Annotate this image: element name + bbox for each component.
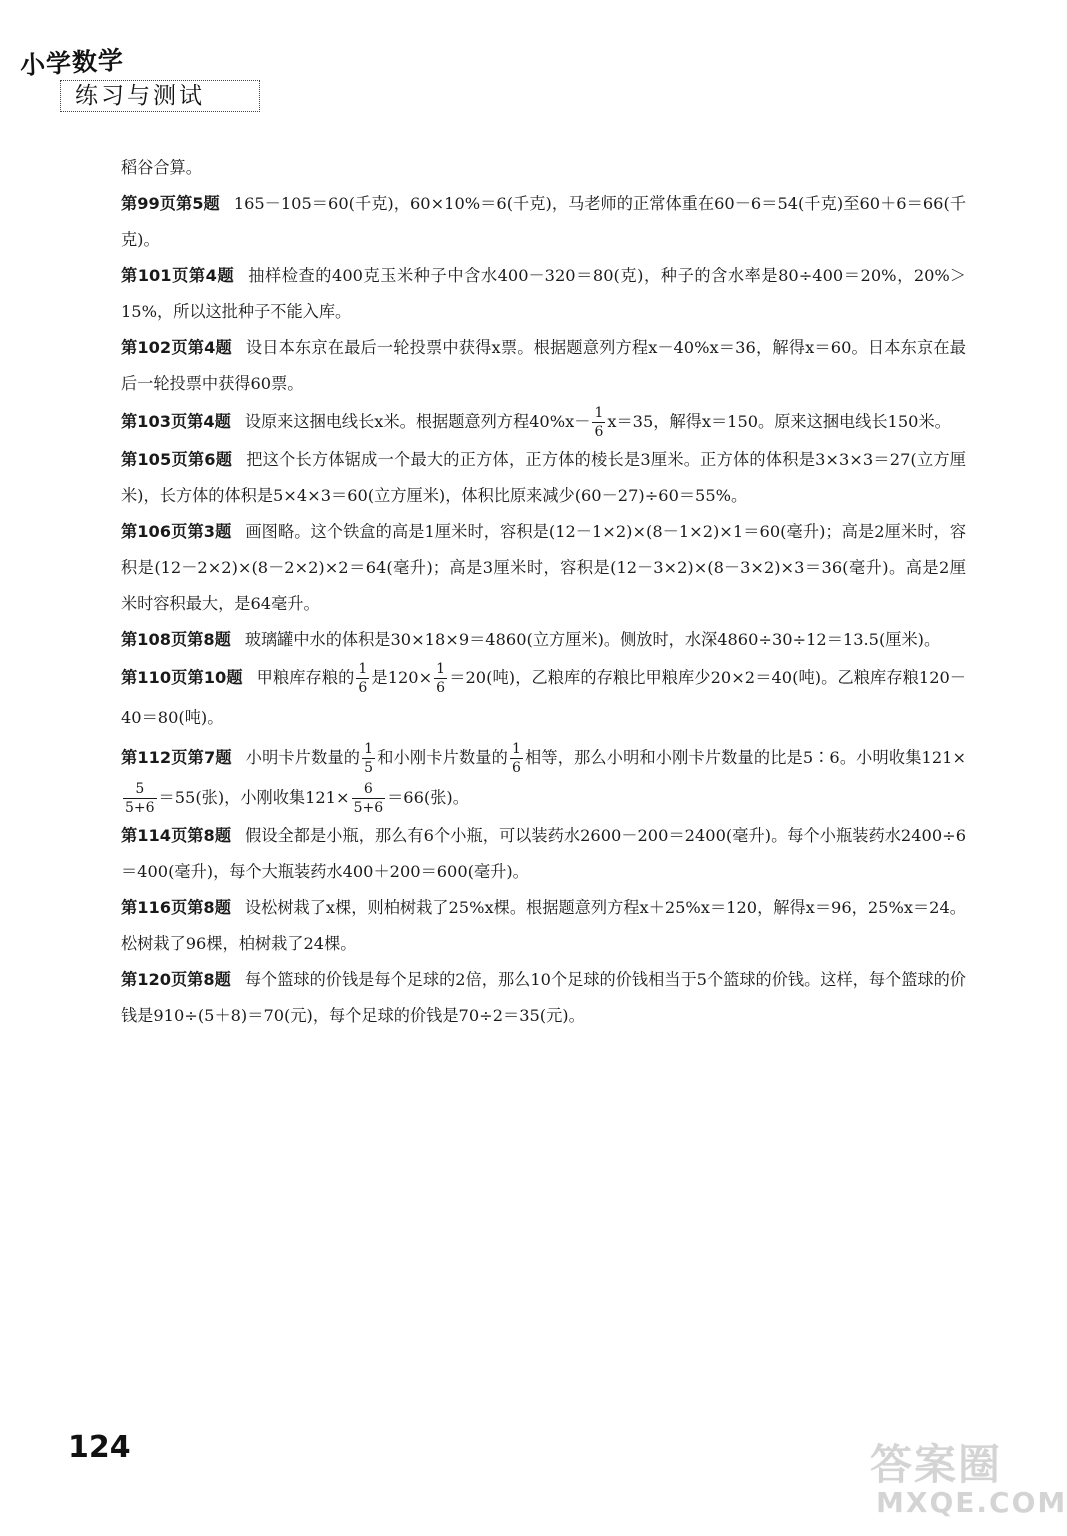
fraction-denominator: 5+6 <box>125 800 155 816</box>
fraction-numerator: 1 <box>594 405 604 421</box>
fraction-denominator: 6 <box>436 680 446 696</box>
answer-text: 甲粮库存粮的 <box>256 668 355 687</box>
fraction-denominator: 5+6 <box>353 800 384 816</box>
answer-text: 165－105＝60(千克)，60×10%＝6(千克)，马老师的正常体重在60－6＝54(千克)至60＋6＝66(千克)。 <box>121 194 967 249</box>
answer-text: ＝55(张)，小刚收集121× <box>158 788 350 807</box>
question-reference: 第99页第5题 <box>121 194 220 213</box>
answer-text: x＝35，解得x＝150。原来这捆电线长150米。 <box>607 412 951 431</box>
question-reference: 第102页第4题 <box>121 338 232 357</box>
answer-paragraph <box>121 738 966 818</box>
fraction <box>362 742 375 775</box>
answer-text: 抽样检查的400克玉米种子中含水400－320＝80(克)，种子的含水率是80÷400＝20%，20%＞15%，所以这批种子不能入库。 <box>121 266 966 321</box>
question-reference: 第114页第8题 <box>121 826 232 845</box>
question-reference: 第110页第10题 <box>121 668 243 687</box>
answer-text: 设松树栽了x棵，则柏树栽了25%x棵。根据题意列方程x＋25%x＝120，解得x＝96，25%x＝24。松树栽了96棵，柏树栽了24棵。 <box>121 898 966 953</box>
answer-paragraph <box>121 622 966 658</box>
question-reference: 第101页第4题 <box>121 266 235 285</box>
answer-text: 玻璃罐中水的体积是30×18×9＝4860(立方厘米)。侧放时，水深4860÷30÷12＝13.5(厘米)。 <box>244 630 941 649</box>
book-title: 练习与测试 <box>60 80 260 112</box>
fraction-numerator: 1 <box>364 741 374 757</box>
question-reference: 第120页第8题 <box>121 970 231 989</box>
fraction <box>434 662 447 695</box>
answer-paragraph <box>121 890 966 962</box>
fraction-numerator: 1 <box>511 741 521 757</box>
fraction-numerator: 6 <box>352 782 386 799</box>
answer-text: 是120× <box>371 668 433 687</box>
answer-text: 画图略。这个铁盒的高是1厘米时，容积是(12－1×2)×(8－1×2)×1＝60(毫升)；高是2厘米时，容积是(12－2×2)×(8－2×2)×2＝64(毫升)；高是3厘米时，容积是(12－3×2)×(8－3×2)×3＝36(毫升)。高是2厘米时容积最大，是64毫升。 <box>121 522 966 613</box>
answer-paragraph <box>121 962 966 1034</box>
question-reference: 第103页第4题 <box>121 412 231 431</box>
answer-paragraph <box>121 186 966 258</box>
answer-text: 每个篮球的价钱是每个足球的2倍，那么10个足球的价钱相当于5个篮球的价钱。这样，每个篮球的价钱是910÷(5＋8)＝70(元)，每个足球的价钱是70÷2＝35(元)。 <box>121 970 966 1025</box>
fraction-numerator: 1 <box>358 661 368 677</box>
answer-paragraph <box>121 150 966 186</box>
answer-text: ＝20(吨)，乙粮库的存粮比甲粮库少20×2＝40(吨)。乙粮库存粮120－40＝80(吨)。 <box>121 668 966 727</box>
question-reference: 第116页第8题 <box>121 898 231 917</box>
answer-list <box>121 150 966 1034</box>
site-watermark <box>870 1432 1067 1527</box>
answer-text: 相等，那么小明和小刚卡片数量的比是5∶6。小明收集121× <box>524 748 967 767</box>
answer-paragraph <box>121 330 966 402</box>
answer-text: ＝66(张)。 <box>387 788 469 807</box>
answer-paragraph <box>121 258 966 330</box>
question-reference: 第112页第7题 <box>121 748 232 767</box>
fraction <box>510 742 523 775</box>
answer-paragraph <box>121 818 966 890</box>
fraction-numerator: 5 <box>123 782 157 799</box>
answer-text: 假设全都是小瓶，那么有6个小瓶，可以装药水2600－200＝2400(毫升)。每个小瓶装药水2400÷6＝400(毫升)，每个大瓶装药水400＋200＝600(毫升)。 <box>121 826 966 881</box>
fraction <box>123 782 157 815</box>
fraction-denominator: 6 <box>511 760 521 776</box>
answer-paragraph <box>121 442 966 514</box>
answer-text: 小明卡片数量的 <box>245 748 361 767</box>
answer-paragraph <box>121 658 966 738</box>
fraction <box>352 782 386 815</box>
answer-paragraph <box>121 402 966 442</box>
question-reference: 第105页第6题 <box>121 450 233 469</box>
answer-text: 稻谷合算。 <box>121 158 202 177</box>
answer-text: 设日本东京在最后一轮投票中获得x票。根据题意列方程x－40%x＝36，解得x＝60。日本东京在最后一轮投票中获得60票。 <box>121 338 966 393</box>
answer-text: 设原来这捆电线长x米。根据题意列方程40%x－ <box>244 412 591 431</box>
watermark-domain: MXQE.COM <box>876 1486 1067 1519</box>
fraction-denominator: 5 <box>364 760 374 776</box>
question-reference: 第108页第8题 <box>121 630 231 649</box>
question-reference: 第106页第3题 <box>121 522 232 541</box>
answer-paragraph <box>121 514 966 622</box>
fraction <box>356 662 369 695</box>
answer-text: 和小刚卡片数量的 <box>377 748 508 767</box>
watermark-chinese: 答案圈 <box>870 1440 1003 1489</box>
fraction-denominator: 6 <box>594 424 604 440</box>
page-number: 124 <box>68 1430 131 1465</box>
book-header <box>14 40 274 120</box>
fraction-numerator: 1 <box>436 661 446 677</box>
answer-text: 把这个长方体锯成一个最大的正方体，正方体的棱长是3厘米。正方体的体积是3×3×3＝27(立方厘米)，长方体的体积是5×4×3＝60(立方厘米)，体积比原来减少(60－27)÷60＝55%。 <box>121 450 966 505</box>
fraction-denominator: 6 <box>358 680 368 696</box>
series-logo: 小学数学 <box>19 45 125 80</box>
fraction <box>592 406 605 439</box>
